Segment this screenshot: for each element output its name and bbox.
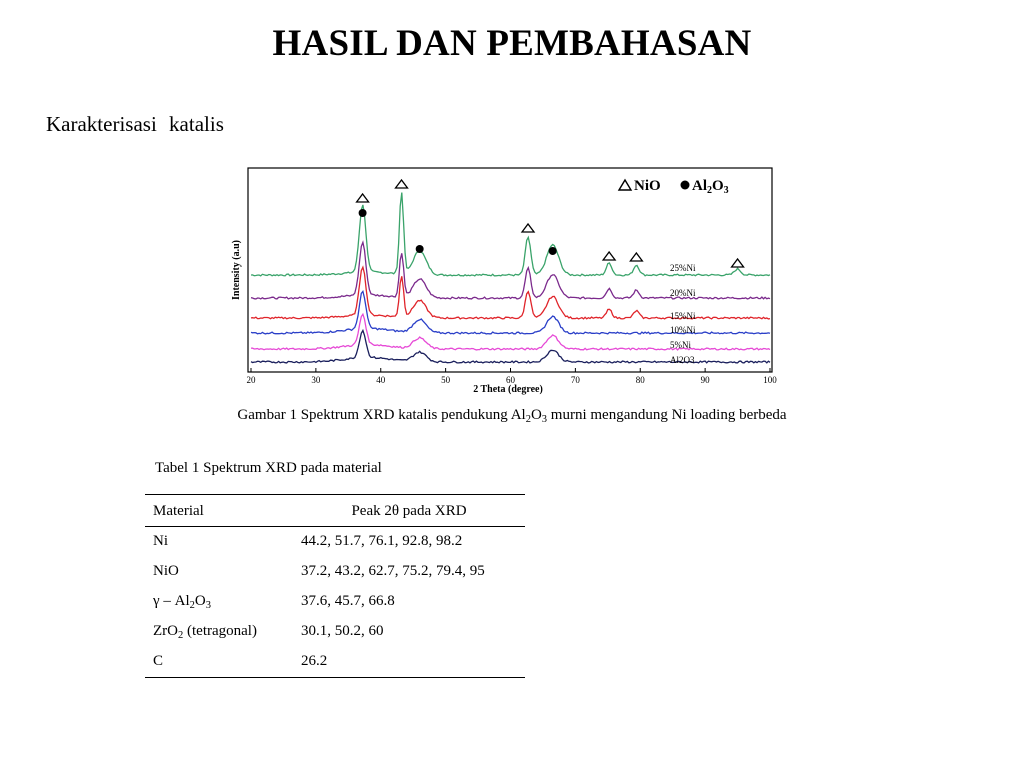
x-tick-label: 90: [700, 375, 710, 385]
series-label: 5%Ni: [670, 340, 691, 350]
section-subtitle: [46, 112, 224, 137]
series-label: 20%Ni: [670, 288, 696, 298]
table-header-row: [145, 495, 525, 527]
x-axis-label: 2 Theta (degree): [473, 384, 543, 395]
table-title: Tabel 1 Spektrum XRD pada material: [155, 460, 382, 476]
x-tick-label: 70: [570, 375, 580, 385]
xrd-table: [145, 494, 525, 678]
series-label: 15%Ni: [670, 311, 696, 321]
x-tick-label: 80: [635, 375, 645, 385]
peaks-cell: 37.6, 45.7, 66.8: [301, 593, 395, 609]
peaks-cell: 30.1, 50.2, 60: [301, 623, 384, 639]
peaks-cell: 44.2, 51.7, 76.1, 92.8, 98.2: [301, 533, 463, 549]
material-cell: ZrO$_2$ (tetragonal): [153, 623, 257, 641]
x-tick-label: 50: [441, 375, 451, 385]
series-label: Al2O3: [670, 355, 695, 365]
material-cell: NiO: [153, 563, 179, 579]
al2o3-dot-marker: [549, 247, 557, 255]
material-cell: Ni: [153, 533, 168, 549]
material-cell: C: [145, 647, 293, 678]
header-material: Material: [145, 495, 293, 527]
subtitle-word-1: Karakterisasi: [46, 112, 157, 136]
x-tick-label: 40: [376, 375, 386, 385]
y-axis-label: Intensity (a.u): [231, 239, 242, 301]
table-row: [145, 587, 525, 617]
x-tick-label: 60: [506, 375, 515, 385]
table-row: [145, 647, 525, 678]
table-row: [145, 527, 525, 558]
table-row: [145, 557, 525, 587]
slide-title: HASIL DAN PEMBAHASAN: [272, 23, 752, 64]
series-label: 10%Ni: [670, 325, 696, 335]
material-cell: γ – $Al_2O_3$: [153, 593, 211, 611]
legend-nio-label: NiO: [634, 178, 661, 194]
xrd-chart: [218, 165, 790, 400]
table-row: [145, 617, 525, 647]
al2o3-dot-marker: [416, 245, 424, 253]
legend-al2o3-label: $Al_2O_3$: [692, 178, 729, 196]
x-tick-label: 100: [763, 375, 777, 385]
header-peaks: Peak 2θ pada XRD: [293, 495, 525, 527]
x-tick-label: 20: [246, 375, 256, 385]
peaks-cell: 26.2: [293, 647, 525, 678]
al2o3-dot-marker: [359, 209, 367, 217]
series-label: 25%Ni: [670, 263, 696, 273]
subtitle-word-2: katalis: [169, 112, 224, 136]
x-tick-label: 30: [311, 375, 321, 385]
legend-dot-icon: [681, 181, 690, 190]
figure-caption: Gambar 1 Spektrum XRD katalis pendukung $Al_2O_3$ murni mengandung Ni loading berbeda: [237, 407, 787, 425]
peaks-cell: 37.2, 43.2, 62.7, 75.2, 79.4, 95: [301, 563, 485, 579]
